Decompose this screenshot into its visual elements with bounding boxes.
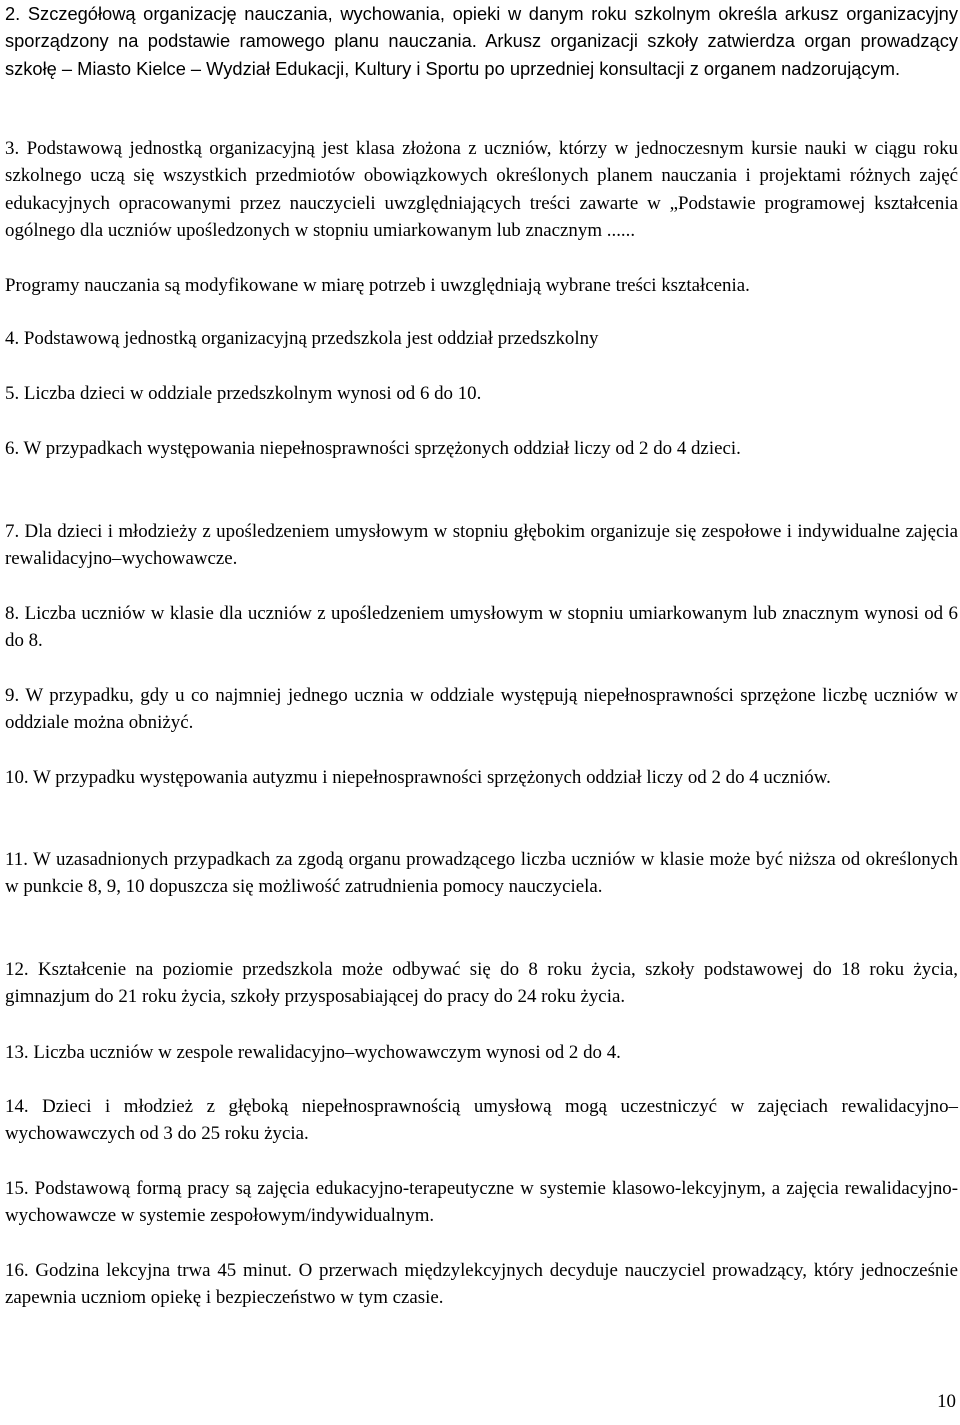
paragraph-8: 8. Liczba uczniów w klasie dla uczniów z upośledzeniem umysłowym w stopniu umiarkowanym lub znacznym wynosi od 6 do 8. bbox=[5, 603, 958, 652]
paragraph-14: 14. Dzieci i młodzież z głęboką niepełnosprawnością umysłową mogą uczestniczyć w zajęciach rewalidacyjno–wychowawczych od 3 do 25 roku życia. bbox=[5, 1096, 958, 1145]
paragraph-12: 12. Kształcenie na poziomie przedszkola może odbywać się do 8 roku życia, szkoły podstawowej do 18 roku życia, gimnazjum do 21 roku życia, szkoły przysposabiającej do pracy do 24 roku życia. bbox=[5, 959, 958, 1008]
paragraph-13: 13. Liczba uczniów w zespole rewalidacyjno–wychowawczym wynosi od 2 do 4. bbox=[5, 1042, 621, 1063]
page-number: 10 bbox=[937, 1391, 956, 1412]
paragraph-4: 4. Podstawową jednostką organizacyjną przedszkola jest oddział przedszkolny bbox=[5, 328, 599, 349]
paragraph-10: 10. W przypadku występowania autyzmu i niepełnosprawności sprzężonych oddział liczy od 2 do 4 uczniów. bbox=[5, 767, 831, 788]
paragraph-2: 2. Szczegółową organizację nauczania, wychowania, opieki w danym roku szkolnym określa arkusz organizacyjny sporządzony na podstawie ramowego planu nauczania. Arkusz organizacji szkoły zatwierdza organ prowadzący szkołę – Miasto Kielce – Wydział Edukacji, Kultury i Sportu po uprzedniej konsultacji z organem nadzorującym. bbox=[5, 3, 958, 79]
paragraph-5: 5. Liczba dzieci w oddziale przedszkolnym wynosi od 6 do 10. bbox=[5, 383, 482, 404]
paragraph-11: 11. W uzasadnionych przypadkach za zgodą organu prowadzącego liczba uczniów w klasie może być niższa od określonych w punkcie 8, 9, 10 dopuszcza się możliwość zatrudnienia pomocy nauczyciela. bbox=[5, 849, 958, 898]
paragraph-6: 6. W przypadkach występowania niepełnosprawności sprzężonych oddział liczy od 2 do 4 dzieci. bbox=[5, 438, 741, 459]
paragraph-7: 7. Dla dzieci i młodzieży z upośledzeniem umysłowym w stopniu głębokim organizuje się zespołowe i indywidualne zajęcia rewalidacyjno–wychowawcze. bbox=[5, 521, 958, 570]
paragraph-15: 15. Podstawową formą pracy są zajęcia edukacyjno-terapeutyczne w systemie klasowo-lekcyjnym, a zajęcia rewalidacyjno-wychowawcze w systemie zespołowym/indywidualnym. bbox=[5, 1178, 958, 1227]
paragraph-3-programs: Programy nauczania są modyfikowane w miarę potrzeb i uwzględniają wybrane treści kształcenia. bbox=[5, 275, 750, 296]
paragraph-3: 3. Podstawową jednostką organizacyjną jest klasa złożona z uczniów, którzy w jednoczesnym kursie nauki w ciągu roku szkolnego uczą się wszystkich przedmiotów obowiązkowych określonych planem nauczania i projektami różnych zajęć edukacyjnych opracowanymi przez nauczycieli uwzględniających treści zawarte w „Podstawie programowej kształcenia ogólnego dla uczniów upośledzonych w stopniu umiarkowanym lub znacznym ...... bbox=[5, 138, 958, 242]
paragraph-9: 9. W przypadku, gdy u co najmniej jednego ucznia w oddziale występują niepełnosprawności sprzężone liczbę uczniów w oddziale można obniżyć. bbox=[5, 685, 958, 734]
paragraph-16: 16. Godzina lekcyjna trwa 45 minut. O przerwach międzylekcyjnych decyduje nauczyciel prowadzący, który jednocześnie zapewnia uczniom opiekę i bezpieczeństwo w tym czasie. bbox=[5, 1260, 958, 1309]
